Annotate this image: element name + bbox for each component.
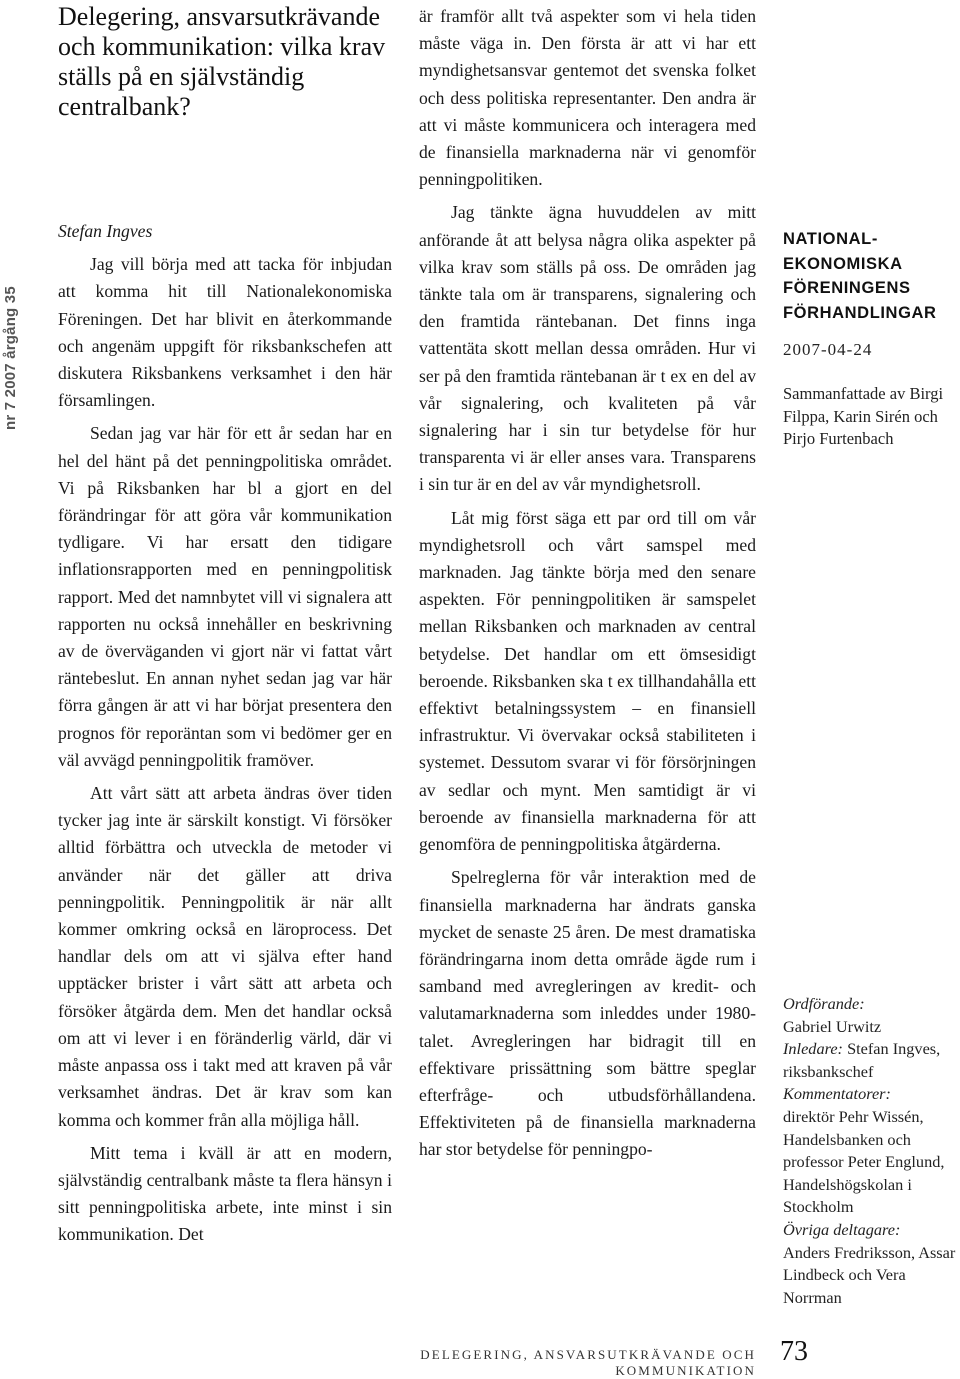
others-names: Anders Fredriksson, Assar Lindbeck och Vera Norrman [783,1242,956,1307]
others-role: Övriga deltagare: [783,1219,901,1239]
paragraph: Jag vill börja med att tacka för inbjudan att komma hit till Nationalekonomiska Föreningen. Det har blivit en återkommande och angenäm uppgift för riksbankschefen att diskutera Riksbankens verksamhet i den här församlingen. [58,254,392,411]
margin-issue-label: nr 7 2007 årgång 35 [2,286,19,430]
running-footer: DELEGERING, ANSVARSUTKRÄVANDE OCH KOMMUNIKATION [420,1347,756,1378]
text-column-right [419,3,756,1164]
paragraph: Sedan jag var här för ett år sedan har en hel del hänt på det penningpolitiska området. Vi på Riksbanken har bl a gjort en del förändringar för att göra vår kommunikation tydligare. Vi har ersatt den tidigare inflationsrapporten med en penningpolitisk rapport. Med det namnbytet vill vi signalera att rapporten nu också innehåller en beskrivning av de överväganden vi gjort när vi fattat vårt räntebeslut. En annan nyhet sedan jag var här förra gången är att vi har börjat presentera den prognos för reporäntan som vi bedömer ger en väl avvägd penningpolitik framöver. [58,423,392,770]
paragraph: Mitt tema i kväll är att en modern, självständig centralbank måste ta flera hänsyn i sitt penningpolitiska arbete, inte minst i sin kommunikation. Det [58,1142,392,1245]
commentators-names: direktör Pehr Wissén, Handelsbanken och professor Peter Englund, Handelshögskolan i Stockholm [783,1106,945,1217]
meeting-date: 2007-04-24 [783,340,873,359]
paragraph: Spelreglerna för vår interaktion med de finansiella marknaderna har ändrats ganska mycket de senaste 25 åren. De mest dramatiska förändringarna inom detta område ägde rum i samband med avregleringen av kredit- och valutamarknaderna som inleddes under 1980-talet. Avregleringen har bidragit till en effektivare prissättning som bättre speglar efterfråge- och utbudsförhållandena. Effektiviteten på de finansiella marknaderna har stor betydelse för penningpo- [419,867,756,1160]
section-heading-line: NATIONAL- [783,230,878,248]
text-column-left [58,218,392,1249]
page-number: 73 [780,1336,808,1367]
section-heading-line: FÖRENINGENS [783,279,911,297]
speaker-entry [783,1039,940,1081]
commentators-role: Kommentatorer: [783,1084,891,1104]
section-heading [783,227,958,325]
paragraph: Att vårt sätt att arbeta ändras över tiden tycker jag inte är särskilt konstigt. Vi försöker alltid förbättra och utveckla de metoder vi använder när det gäller att driva penningpolitik. Penningpolitik är när allt kommer omkring också en läroprocess. Det handlar dels om att vi själva efter hand upptäcker brister i vårt sätt att arbeta och försöker åtgärda dem. Men det handlar också om att vi lever i en föränderlig värld, där vi måste anpassa oss i takt med att kraven på vår verksamhet ändras. Det är krav som kan komma och kommer från alla möjliga håll. [58,783,392,1130]
paragraph: är framför allt två aspekter som vi hela tiden måste väga in. Den första är att vi har ett myndighetsansvar gentemot det svenska folket och dess politiska representanter. Den andra är att vi måste kommunicera och interagera med de finansiella marknaderna när vi genomför penningpolitiken. [419,6,756,190]
chair-name: Gabriel Urwitz [783,1016,882,1036]
summary-credit: Sammanfattade av Birgi Filppa, Karin Sirén och Pirjo Furtenbach [783,384,944,449]
speaker-role: Inledare: [783,1039,843,1059]
article-title: Delegering, ansvarsutkrävande och kommunikation: vilka krav ställs på en självständig centralbank? [58,2,386,121]
author-name: Stefan Ingves [58,221,153,241]
chair-role: Ordförande: [783,994,865,1013]
paragraph: Låt mig först säga ett par ord till om vår myndighetsroll och vårt samspel med marknaden. Jag tänkte börja med den senare aspekten. För penningpolitiken är samspelet mellan Riksbanken och marknaden av central betydelse. Det handlar om ett ömsesidigt beroende. Riksbanken ska t ex tillhandahålla ett effektivt betalningssystem – en finansiell infrastruktur. Vi övervakar också stabiliteten i systemet. Dessutom svarar vi för försörjningen av sedlar och mynt. Men samtidigt är vi beroende av finansiella marknaderna för att genomföra de penningpolitiska åtgärderna. [419,507,756,855]
speaker-name: Stefan Ingves, riksbankschef [783,1039,941,1081]
participants-list [783,993,960,1309]
section-heading-line: FÖRHANDLINGAR [783,303,937,322]
paragraph: Jag tänkte ägna huvuddelen av mitt anförande åt att belysa några olika aspekter på vilka krav som ställs på oss. De områden jag tänkte tala om är transparens, signalering och den framtida räntebanan. Det finns inga vattentäta skott mellan dessa områden. Hur vi ser på den framtida räntebanan är t ex en del av vår signalering, och kvaliteten på vår signalering har i sin tur betydelse för hur transparenta vi är eller anses vara. Transparens i sin tur är en del av vår myndighetsroll. [419,202,756,495]
section-heading-line: EKONOMISKA [783,254,903,273]
